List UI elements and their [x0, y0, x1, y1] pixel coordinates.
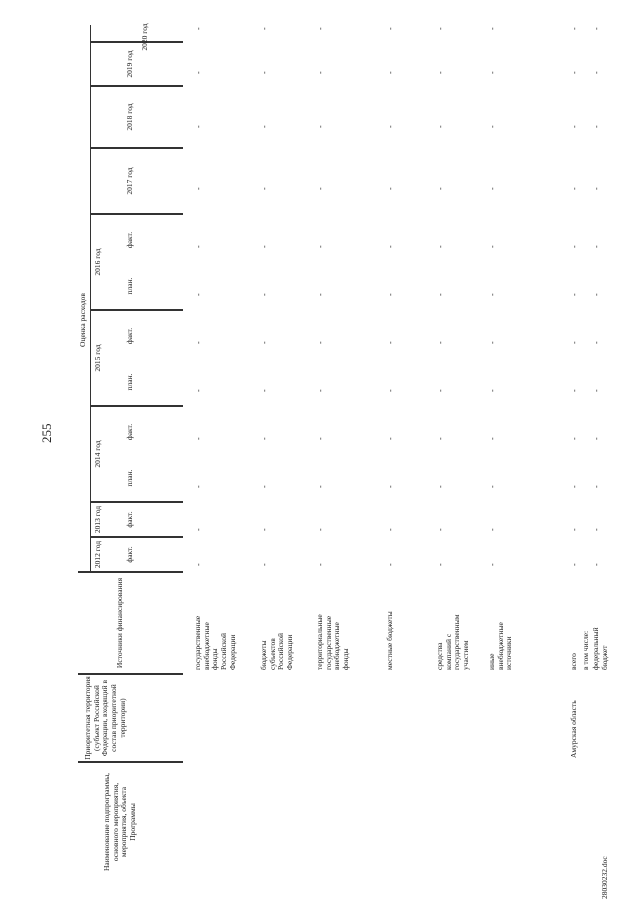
row-value: - — [592, 27, 601, 30]
row-value: - — [570, 485, 579, 488]
row-value: - — [194, 437, 203, 440]
row-value: - — [488, 485, 497, 488]
row-value: - — [570, 563, 579, 566]
row-value: - — [260, 187, 269, 190]
row-value: - — [194, 485, 203, 488]
row-source: местные бюджеты — [385, 611, 394, 670]
row-value: - — [436, 389, 445, 392]
row-value: - — [592, 125, 601, 128]
year-2016-plan: план. — [125, 277, 134, 295]
row-value: - — [592, 485, 601, 488]
row-value: - — [386, 563, 395, 566]
row-value: - — [592, 563, 601, 566]
year-2015-fact: факт. — [125, 327, 134, 345]
row-value: - — [260, 563, 269, 566]
row-value: - — [436, 187, 445, 190]
header-expense-text: Оценка расходов — [78, 293, 87, 347]
row-value: - — [316, 389, 325, 392]
row-source: средства компаний с государственным участием — [435, 614, 470, 670]
year-2016-fact: факт. — [125, 231, 134, 249]
row-value: - — [386, 71, 395, 74]
row-value: - — [316, 125, 325, 128]
year-2012-fact: факт. — [125, 546, 134, 563]
row-source: территориальные государственные внебюджетные фонды — [315, 614, 350, 670]
row-value: - — [386, 389, 395, 392]
row-value: - — [488, 71, 497, 74]
row-value: - — [260, 389, 269, 392]
row-value: - — [386, 187, 395, 190]
row-value: - — [436, 485, 445, 488]
row-value: - — [194, 563, 203, 566]
row-territory: Амурская область — [569, 700, 578, 758]
year-2015-plan: план. — [125, 373, 134, 391]
row-value: - — [386, 245, 395, 248]
row-source: государственные внебюджетные фонды Российской Федерации — [193, 615, 237, 670]
row-value: - — [316, 27, 325, 30]
row-value: - — [570, 245, 579, 248]
row-value: - — [570, 27, 579, 30]
row-value: - — [436, 27, 445, 30]
row-value: - — [436, 293, 445, 296]
row-value: - — [570, 71, 579, 74]
year-2014-label: 2014 год — [93, 440, 102, 468]
year-2012-label: 2012 год — [93, 540, 102, 569]
row-value: - — [194, 389, 203, 392]
row-value: - — [436, 563, 445, 566]
row-source: в том числе: — [581, 630, 590, 670]
row-value: - — [260, 437, 269, 440]
row-value: - — [260, 71, 269, 74]
row-value: - — [194, 293, 203, 296]
row-value: - — [316, 341, 325, 344]
row-value: - — [436, 71, 445, 74]
year-2019 — [90, 42, 183, 86]
year-2019-label: 2019 год — [125, 50, 134, 78]
row-value: - — [436, 341, 445, 344]
row-value: - — [316, 187, 325, 190]
year-2016 — [90, 214, 183, 310]
row-value: - — [436, 125, 445, 128]
row-value: - — [260, 485, 269, 488]
row-value: - — [316, 528, 325, 531]
row-value: - — [260, 245, 269, 248]
row-value: - — [436, 437, 445, 440]
row-value: - — [592, 187, 601, 190]
row-value: - — [260, 528, 269, 531]
row-value: - — [260, 293, 269, 296]
table-header — [78, 25, 183, 880]
row-value: - — [592, 437, 601, 440]
row-value: - — [260, 341, 269, 344]
row-value: - — [488, 437, 497, 440]
year-2013-label: 2013 год — [93, 505, 102, 534]
document-code: 28030232.doc — [600, 856, 609, 899]
row-value: - — [194, 27, 203, 30]
year-2016-label: 2016 год — [93, 248, 102, 276]
row-value: - — [316, 485, 325, 488]
row-value: - — [488, 389, 497, 392]
row-value: - — [488, 341, 497, 344]
row-value: - — [488, 187, 497, 190]
year-2020 — [90, 25, 183, 42]
row-value: - — [592, 341, 601, 344]
row-value: - — [194, 187, 203, 190]
row-value: - — [570, 528, 579, 531]
row-value: - — [194, 341, 203, 344]
year-2014-fact: факт. — [125, 423, 134, 441]
row-value: - — [570, 187, 579, 190]
year-2017-label: 2017 год — [125, 167, 134, 195]
row-value: - — [436, 245, 445, 248]
row-value: - — [488, 125, 497, 128]
row-value: - — [488, 27, 497, 30]
row-value: - — [488, 528, 497, 531]
row-value: - — [488, 563, 497, 566]
year-2012 — [90, 537, 183, 572]
row-value: - — [570, 293, 579, 296]
row-value: - — [194, 245, 203, 248]
row-value: - — [436, 528, 445, 531]
header-name-text: Наименование подпрограммы, основного мероприятия, мероприятия, объекта Программы — [102, 772, 137, 872]
year-2014 — [90, 406, 183, 502]
page-number: 255 — [39, 423, 54, 443]
row-value: - — [386, 27, 395, 30]
row-value: - — [570, 341, 579, 344]
row-value: - — [570, 125, 579, 128]
row-value: - — [488, 245, 497, 248]
row-source: бюджеты субъектов Российской Федерации — [259, 633, 294, 670]
row-value: - — [570, 389, 579, 392]
row-value: - — [386, 125, 395, 128]
row-value: - — [260, 27, 269, 30]
year-2015-label: 2015 год — [93, 344, 102, 372]
year-2020-label: 2020 год — [140, 23, 149, 51]
row-value: - — [194, 71, 203, 74]
row-value: - — [316, 293, 325, 296]
row-value: - — [386, 528, 395, 531]
year-2013 — [90, 502, 183, 537]
row-value: - — [386, 293, 395, 296]
year-2015 — [90, 310, 183, 406]
header-sources-text: Источники финансирования — [115, 577, 124, 669]
row-value: - — [592, 293, 601, 296]
row-source: иные внебюджетные источники — [487, 622, 514, 670]
year-2018-label: 2018 год — [125, 103, 134, 131]
row-source: федеральный бюджет — [591, 627, 609, 670]
row-value: - — [194, 528, 203, 531]
year-2013-fact: факт. — [125, 511, 134, 528]
row-value: - — [488, 293, 497, 296]
row-value: - — [592, 71, 601, 74]
row-value: - — [386, 341, 395, 344]
row-value: - — [386, 437, 395, 440]
row-value: - — [260, 125, 269, 128]
row-value: - — [386, 485, 395, 488]
row-source: всего — [569, 653, 578, 670]
year-2014-plan: план. — [125, 469, 134, 487]
year-2018 — [90, 86, 183, 148]
header-territory-text: Приоритетная территория (субъект Российской Федерации, входящий в состав приоритетной территории) — [83, 676, 127, 760]
row-value: - — [194, 125, 203, 128]
row-value: - — [316, 71, 325, 74]
row-value: - — [316, 437, 325, 440]
row-value: - — [316, 245, 325, 248]
row-value: - — [592, 245, 601, 248]
header-cell-sources — [78, 572, 183, 674]
row-value: - — [316, 563, 325, 566]
row-value: - — [570, 437, 579, 440]
year-2017 — [90, 148, 183, 214]
row-value: - — [592, 389, 601, 392]
row-value: - — [592, 528, 601, 531]
